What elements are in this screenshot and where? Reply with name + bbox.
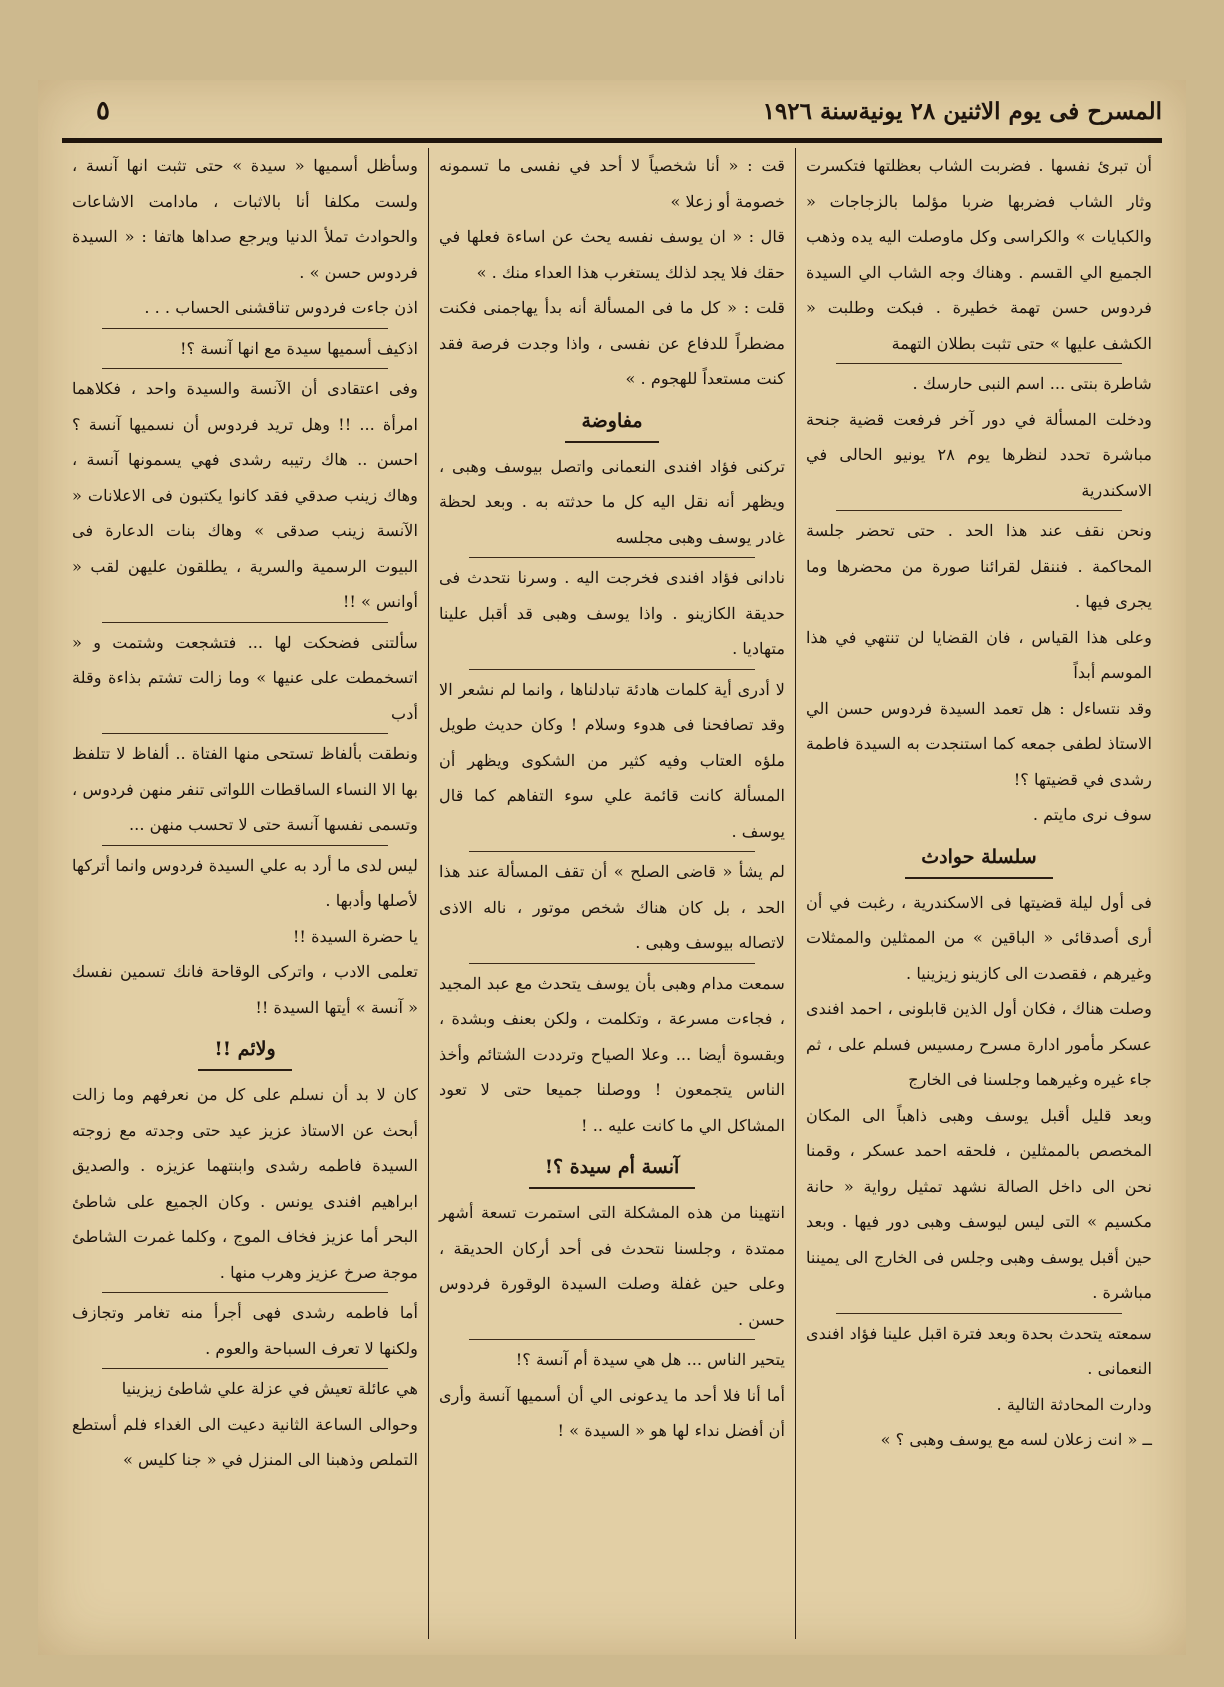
- divider: [102, 622, 388, 623]
- divider: [102, 1292, 388, 1293]
- paragraph: يتحير الناس ... هل هي سيدة أم آنسة ؟!: [515, 1350, 785, 1369]
- paragraph: ليس لدى ما أرد به علي السيدة فردوس وانما أتركها لأصلها وأدبها .: [72, 855, 418, 910]
- page-header: [62, 94, 1162, 134]
- paragraph: وعلى هذا القياس ، فان القضايا لن تنتهي في هذا الموسم أبداً: [806, 627, 1152, 682]
- paragraph: وقد نتساءل : هل تعمد السيدة فردوس حسن الي الاستاذ لطفى جمعه كما استنجدت به السيدة فاطمة رشدى في قضيتها ؟!: [806, 698, 1152, 789]
- paragraph: اذن جاءت فردوس تناقشنى الحساب . . .: [144, 298, 418, 317]
- paragraph: وصلت هناك ، فكان أول الذين قابلونى ، احمد افندى عسكر مأمور ادارة مسرح رمسيس فسلم على ، ثم جاء غيره وغيرهما وجلسنا فى الخارج: [806, 999, 1152, 1089]
- divider: [102, 368, 388, 369]
- section-heading: [439, 1147, 785, 1189]
- paragraph: هي عائلة تعيش في عزلة علي شاطئ زيزينيا: [121, 1379, 418, 1398]
- paragraph: سمعت مدام وهبى بأن يوسف يتحدث مع عبد المجيد ، فجاءت مسرعة ، وتكلمت ، ولكن بعنف وبشدة ، وبقسوة أيضا ... وعلا الصياح وترددت الشتائم وأخذ الناس يتجمعون ! ووصلنا جميعا حتى لا تعود المشاكل الي ما كانت عليه .. !: [439, 973, 785, 1135]
- paragraph: ــ « انت زعلان لسه مع يوسف وهبى ؟ »: [880, 1430, 1152, 1449]
- paragraph: قت : « أنا شخصياً لا أحد في نفسى ما تسمونه خصومة أو زعلا »: [439, 156, 785, 211]
- paragraph: انتهينا من هذه المشكلة التى استمرت تسعة أشهر ممتدة ، وجلسنا نتحدث فى أحد أركان الحديقة ، وعلى حين غفلة وصلت السيدة الوقورة فردوس حسن .: [439, 1203, 785, 1329]
- paragraph: ونحن نقف عند هذا الحد . حتى تحضر جلسة المحاكمة . فننقل لقرائنا صورة من محضرها وما يجرى فيها .: [806, 521, 1152, 611]
- section-heading: [439, 401, 785, 443]
- paragraph: ونطقت بألفاظ تستحى منها الفتاة .. ألفاظ لا تتلفظ بها الا النساء الساقطات اللواتى تنفر منهن فردوس ، وتسمى نفسها آنسة حتى لا تحسب منهن ...: [72, 744, 418, 834]
- page-number: ٥: [96, 96, 110, 126]
- column-middle: [429, 148, 796, 1639]
- paragraph: تعلمى الادب ، واتركى الوقاحة فانك تسمين نفسك « آنسة » أيتها السيدة !!: [72, 962, 418, 1017]
- paragraph: وسأظل أسميها « سيدة » حتى تثبت انها آنسة ، ولست مكلفا أنا بالاثبات ، مادامت الاشاعات والحوادث تملأ الدنيا ويرجع صداها هاتفا : « السيدة فردوس حسن » .: [72, 156, 418, 282]
- paragraph: كان لا بد أن نسلم على كل من نعرفهم وما زالت أبحث عن الاستاذ عزيز عيد حتى وجدته مع زوجته السيدة فاطمه رشدى وابنتهما عزيزه . والصديق ابراهيم افندى يونس . وكان الجميع على شاطئ البحر أما عزيز فخاف الموج ، وكلما غمرت الشاطئ موجة صرخ عزيز وهرب منها .: [72, 1085, 418, 1282]
- section-heading-text: آنسة أم سيدة ؟!: [529, 1147, 696, 1189]
- section-heading-text: سلسلة حوادث: [905, 837, 1052, 879]
- paragraph: قلت : « كل ما فى المسألة أنه بدأ يهاجمنى فكنت مضطراً للدفاع عن نفسى ، واذا وجدت فرصة فقد كنت مستعداً للهجوم . »: [439, 298, 785, 388]
- paragraph: سألتنى فضحكت لها ... فتشجعت وشتمت و « اتسخمطت على عنيها » وما زالت تشتم بذاءة وقلة أدب: [72, 632, 418, 723]
- column-right: [796, 148, 1162, 1639]
- paragraph: لا أدرى أية كلمات هادئة تبادلناها ، وانما لم نشعر الا وقد تصافحنا فى هدوء وسلام ! وكان حديث طويل ملؤه العتاب وفيه كثير من الشكوى ويظهر أن المسألة كانت قائمة علي سوء التفاهم كما قال يوسف .: [439, 679, 785, 841]
- column-left: [62, 148, 429, 1639]
- paragraph: ودخلت المسألة في دور آخر فرفعت قضية جنحة مباشرة تحدد لنظرها يوم ٢٨ يونيو الحالى في الاسكندرية: [806, 409, 1153, 500]
- divider: [102, 845, 388, 846]
- paragraph: شاطرة بنتى ... اسم النبى حارسك .: [912, 374, 1152, 393]
- divider: [469, 669, 755, 670]
- divider: [102, 328, 388, 329]
- divider: [469, 851, 755, 852]
- divider: [836, 1313, 1122, 1314]
- paragraph: وحوالى الساعة الثانية دعيت الى الغداء فلم أستطع التملص وذهبنا الى المنزل في « جنا كليس »: [72, 1414, 418, 1469]
- paragraph: وفى اعتقادى أن الآنسة والسيدة واحد ، فكلاهما امرأة ... !! وهل تريد فردوس أن نسميها آنسة ؟ احسن .. هاك رتيبه رشدى فهي يسمونها آنسة ، وهاك زينب صدقي فقد كانوا يكتبون فى الاعلانات « الآنسة زينب صدقى » وهاك بنات الدعارة فى البيوت الرسمية والسرية ، يطلقون عليهن لقب « أوانس » !!: [72, 379, 418, 611]
- paragraph: سوف نرى مايتم .: [1032, 805, 1152, 824]
- section-heading: [72, 1029, 418, 1071]
- article-columns: [62, 148, 1162, 1639]
- paragraph: اذكيف أسميها سيدة مع انها آنسة ؟!: [180, 338, 418, 358]
- divider: [469, 557, 755, 558]
- paragraph: أن تبرئ نفسها . فضربت الشاب بعظلتها فتكسرت وثار الشاب فضربها ضربا مؤلما بالزجاجات « والكبايات » والكراسى وكل ماوصلت اليه يده وذهب الجميع الي القسم . وهناك وجه الشاب الي السيدة فردوس حسن تهمة خطيرة . فبكت وطلبت « الكشف عليها » حتى تثبت بطلان التهمة: [806, 156, 1152, 353]
- divider: [469, 1339, 755, 1340]
- header-rule: [62, 138, 1162, 143]
- section-heading-text: مفاوضة: [565, 401, 658, 443]
- section-heading-text: ولائم !!: [198, 1029, 291, 1071]
- paragraph: أما أنا فلا أحد ما يدعونى الي أن أسميها آنسة وأرى أن أفضل نداء لها هو « السيدة » !: [439, 1385, 785, 1440]
- paragraph: سمعته يتحدث بحدة وبعد فترة اقبل علينا فؤاد افندى النعمانى .: [806, 1323, 1152, 1378]
- paragraph: تركنى فؤاد افندى النعمانى واتصل بيوسف وهبى ، ويظهر أنه نقل اليه كل ما حدثته به . وبعد لحظة غادر يوسف وهبى مجلسه: [439, 456, 785, 547]
- divider: [836, 363, 1122, 364]
- header-title: المسرح فى يوم الاثنين ٢٨ يونيةسنة ١٩٢٦: [762, 98, 1162, 125]
- divider: [836, 510, 1122, 511]
- section-heading: [806, 837, 1152, 879]
- newspaper-page: [38, 80, 1186, 1655]
- paragraph: وبعد قليل أقبل يوسف وهبى ذاهباً الى المكان المخصص بالممثلين ، فلحقه احمد عسكر ، وقمنا نحن الى داخل الصالة نشهد تمثيل رواية « حانة مكسيم » التى ليس ليوسف وهبى دور فيها . وبعد حين أقبل يوسف وهبى وجلس فى الخارج الى يميننا مباشرة .: [806, 1105, 1152, 1302]
- divider: [102, 1368, 388, 1369]
- paragraph: لم يشأ « قاضى الصلح » أن تقف المسألة عند هذا الحد ، بل كان هناك شخص موتور ، ناله الاذى لاتصاله بيوسف وهبى .: [439, 862, 785, 952]
- paragraph: أما فاطمه رشدى فهى أجرأ منه تغامر وتجازف ولكنها لا تعرف السباحة والعوم .: [72, 1303, 418, 1358]
- paragraph: فى أول ليلة قضيتها فى الاسكندرية ، رغبت في أن أرى أصدقائى « الباقين » من الممثلين والممثلات وغيرهم ، فقصدت الى كازينو زيزينيا .: [806, 892, 1152, 983]
- divider: [469, 963, 755, 964]
- paragraph: يا حضرة السيدة !!: [292, 926, 418, 946]
- paragraph: ودارت المحادثة التالية .: [996, 1394, 1152, 1414]
- divider: [102, 733, 388, 734]
- paragraph: نادانى فؤاد افندى فخرجت اليه . وسرنا نتحدث فى حديقة الكازينو . واذا يوسف وهبى قد أقبل علينا متهاديا .: [439, 568, 785, 658]
- paragraph: قال : « ان يوسف نفسه يحث عن اساءة فعلها في حقك فلا يجد لذلك يستغرب هذا العداء منك . »: [439, 227, 785, 282]
